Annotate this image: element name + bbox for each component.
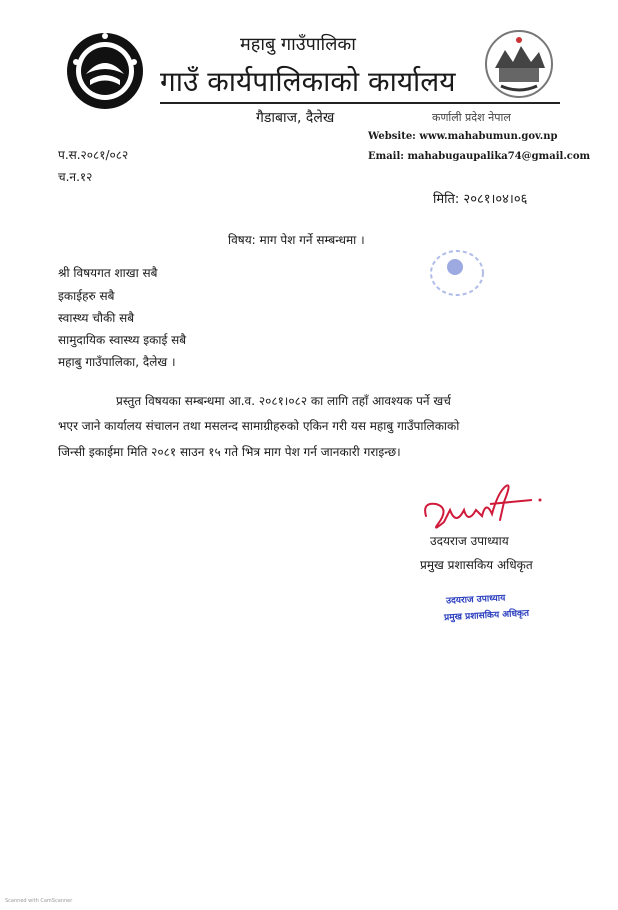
recipient-line: श्री विषयगत शाखा सबै xyxy=(58,266,158,280)
letter-subject: विषय: माग पेश गर्ने सम्बन्धमा । xyxy=(228,233,365,247)
stamp-name: उदयराज उपाध्याय xyxy=(445,593,506,607)
stamp-title: प्रमुख प्रशासकिय अधिकृत xyxy=(443,608,530,624)
municipality-name: महाबु गाउँपालिका xyxy=(240,34,356,55)
scanner-watermark: Scanned with CamScanner xyxy=(5,898,73,904)
website-text: Website: www.mahabumun.gov.np xyxy=(368,131,558,142)
recipient-line: सामुदायिक स्वास्थ्य इकाई सबै xyxy=(58,333,187,347)
recipient-line: महाबु गाउँपालिका, दैलेख । xyxy=(58,355,176,369)
email-text: Email: mahabugaupalika74@gmail.com xyxy=(368,151,591,162)
office-seal-icon xyxy=(425,245,489,301)
recipient-line: इकाईहरु सबै xyxy=(58,289,115,303)
recipient-line: स्वास्थ्य चौकी सबै xyxy=(58,311,135,325)
patra-sankhya: प.स.२०८१/०८२ xyxy=(58,148,129,162)
province-name: कर्णाली प्रदेश नेपाल xyxy=(432,111,511,124)
body-text-line: जिन्सी इकाईमा मिति २०८१ साउन १५ गते भित्र माग पेश गर्न जानकारी गराइन्छ। xyxy=(58,445,401,459)
letterhead-divider xyxy=(160,102,560,104)
signatory-title: प्रमुख प्रशासकिय अधिकृत xyxy=(420,558,533,572)
body-text-line: प्रस्तुत विषयका सम्बन्धमा आ.व. २०८१।०८२ का लागि तहाँ आवश्यक पर्ने खर्च xyxy=(116,394,451,408)
office-name: गाउँ कार्यपालिकाको कार्यालय xyxy=(160,65,456,98)
handwritten-signature xyxy=(420,474,555,536)
body-text-line: भएर जाने कार्यालय संचालन तथा मसलन्द सामाग्रीहरुको एकिन गरी यस महाबु गाउँपालिकाको xyxy=(58,419,460,433)
office-address: गैडाबाज, दैलेख xyxy=(256,110,335,126)
municipality-logo-icon xyxy=(64,30,146,112)
letter-date: मिति: २०८१।०४।०६ xyxy=(433,192,528,207)
chalani-number: च.न.१२ xyxy=(58,170,93,184)
signatory-name: उदयराज उपाध्याय xyxy=(430,534,509,548)
national-emblem-icon xyxy=(483,28,555,100)
